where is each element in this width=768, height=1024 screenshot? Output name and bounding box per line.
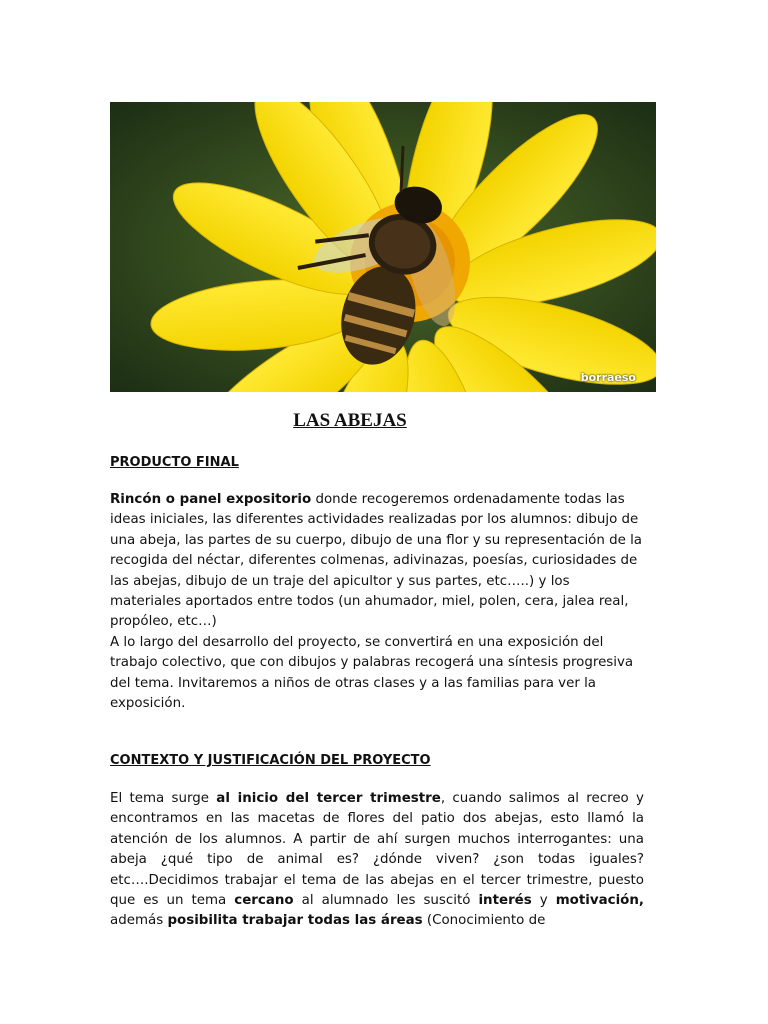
bee-photo	[110, 102, 656, 392]
ctx-text-2: , cuando salimos al recreo y encontramos en las macetas de flores del patio dos abejas, esto llamó la atención de los alumnos. A partir de ahí surgen muchos interrogantes: una abeja ¿qué tipo de animal es? ¿dónde viven? ¿son todas iguales? etc….Decidimos trabajar el tema de las abejas en el tercer trimestre, puesto que es un tema	[110, 791, 644, 909]
ctx-text-4: y	[531, 893, 556, 909]
paragraph-producto-final	[110, 490, 644, 714]
ctx-text-6: (Conocimiento de	[422, 913, 546, 929]
heading-contexto: CONTEXTO Y JUSTIFICACIÓN DEL PROYECTO	[110, 753, 431, 768]
page-title: LAS ABEJAS	[293, 410, 407, 431]
text-exposicion: A lo largo del desarrollo del proyecto, se convertirá en una exposición del trabajo colectivo, que con dibujos y palabras recogerá una síntesis progresiva del tema. Invitaremos a niños de otras clases y a las familias para ver la exposición.	[110, 634, 634, 712]
ctx-bold-1: al inicio del tercer trimestre	[216, 791, 441, 806]
ctx-bold-5: posibilita trabajar todas las áreas	[167, 913, 423, 929]
ctx-text-5: además	[110, 913, 168, 929]
ctx-bold-2: cercano	[234, 893, 294, 909]
bold-rincon: Rincón o panel expositorio	[110, 492, 312, 507]
ctx-bold-3: interés	[478, 893, 532, 909]
bee-flower-illustration	[110, 102, 656, 392]
ctx-text-3: al alumnado les suscitó	[293, 893, 479, 909]
ctx-text-1: El tema surge	[110, 791, 217, 806]
page-title-wrap	[0, 410, 768, 432]
ctx-bold-4: motivación,	[555, 893, 644, 909]
heading-producto-final: PRODUCTO FINAL	[110, 455, 239, 470]
paragraph-contexto	[110, 789, 644, 932]
photo-watermark: borraeso	[580, 371, 636, 384]
text-rincon-rest: donde recogeremos ordenadamente todas las ideas iniciales, las diferentes actividades realizadas por los alumnos: dibujo de una abeja, las partes de su cuerpo, dibujo de una flor y su representación de la recogida del néctar, diferentes colmenas, adivinazas, poesías, curiosidades de las abejas, dibujo de un traje del apicultor y sus partes, etc…..) y los materiales aportados entre todos (un ahumador, miel, polen, cera, jalea real, propóleo, etc…)	[110, 492, 643, 630]
